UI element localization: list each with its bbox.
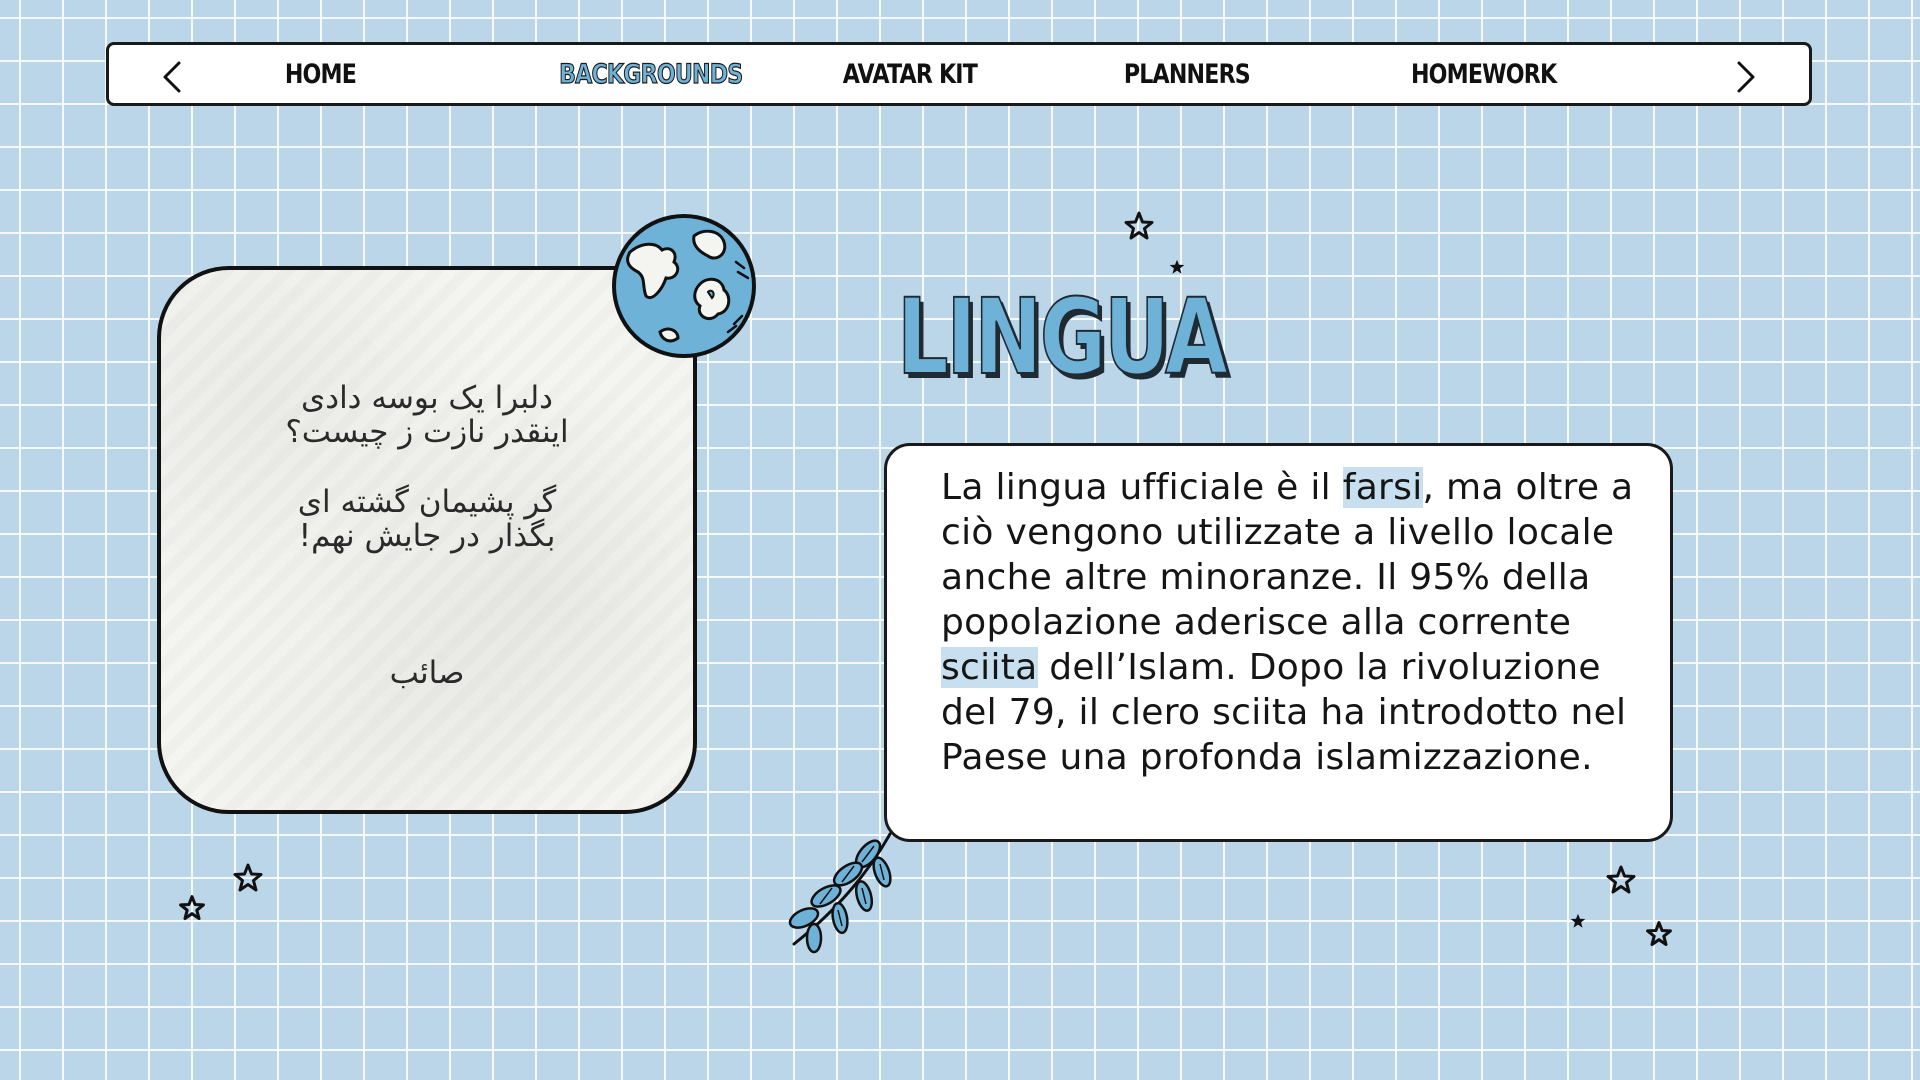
chevron-left-icon[interactable] [155,59,191,95]
top-nav-bar [106,42,1812,106]
star-icon [1605,864,1637,896]
star-icon [1168,258,1186,276]
leaf-sprig-icon [782,826,902,956]
poem-line: بگذار در جایش نهم! [298,518,556,554]
nav-item-backgrounds[interactable]: BACKGROUNDS [559,59,743,90]
text-span: La lingua ufficiale è il [941,467,1343,508]
poem-line: دلبرا یک بوسه دادی [301,380,553,416]
chevron-right-icon[interactable] [1727,59,1763,95]
star-icon [178,894,206,922]
globe-icon [612,212,760,360]
nav-item-home[interactable]: HOME [284,59,357,90]
nav-item-homework[interactable]: HOMEWORK [1410,59,1557,90]
text-span: dell’Islam. Dopo la rivoluzione del 79, il clero sciita ha introdotto nel Paese una profonda islamizzazione. [941,647,1627,778]
page-title: LINGUA [897,276,1226,398]
star-icon [1569,912,1587,930]
star-icon [1123,210,1155,242]
nav-item-avatar-kit[interactable]: AVATAR KIT [842,59,977,90]
poem-author: صائب [389,655,465,691]
star-icon [1645,920,1673,948]
highlight-farsi: farsi [1342,467,1423,508]
poem-line: اینقدر نازت ز چیست؟ [285,414,569,450]
highlight-sciita: sciita [941,647,1038,688]
info-text-box [884,443,1673,842]
text-span: , ma oltre a ciò vengono utilizzate a livello locale anche altre minoranze. Il 95% della popolazione aderisce alla corrente [941,467,1634,643]
star-icon [232,862,264,894]
nav-item-planners[interactable]: PLANNERS [1123,59,1250,90]
info-paragraph [941,465,1653,780]
poem-line: گر پشیمان گشته ای [297,484,557,520]
